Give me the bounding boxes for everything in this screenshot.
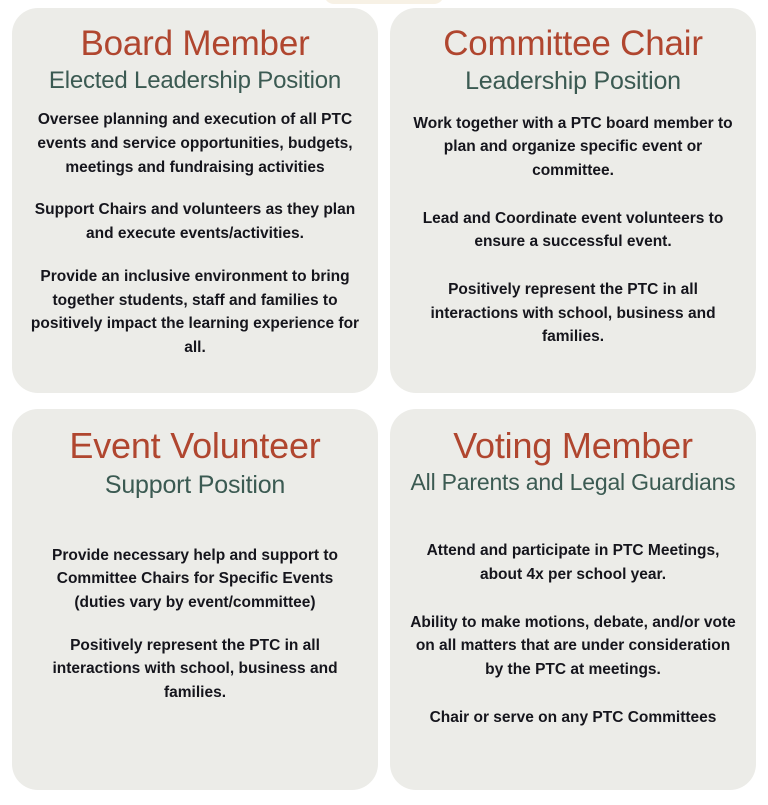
card-paragraph: Ability to make motions, debate, and/or vote on all matters that are under consideration by the PTC at meetings. bbox=[410, 613, 736, 679]
card-paragraph: Provide an inclusive environment to bring together students, staff and families to positively impact the learning experience for all. bbox=[30, 267, 360, 356]
card-body bbox=[406, 112, 740, 374]
card-paragraph: Lead and Coordinate event volunteers to ensure a successful event. bbox=[422, 209, 724, 251]
card-subtitle: Elected Leadership Position bbox=[48, 66, 342, 94]
card-subtitle: Leadership Position bbox=[465, 66, 681, 95]
card-title: Board Member bbox=[80, 24, 310, 63]
top-decorative-sliver bbox=[324, 0, 444, 4]
role-card-voting-member bbox=[390, 409, 756, 790]
card-paragraph: Oversee planning and execution of all PTC events and service opportunities, budgets, meetings and fundraising activities bbox=[37, 111, 353, 176]
card-paragraph: Attend and participate in PTC Meetings, about 4x per school year. bbox=[426, 542, 720, 583]
card-title: Committee Chair bbox=[443, 24, 703, 63]
card-subtitle: Support Position bbox=[104, 470, 286, 499]
role-card-board-member bbox=[12, 8, 378, 393]
card-paragraph: Chair or serve on any PTC Committees bbox=[429, 708, 717, 726]
card-title: Event Volunteer bbox=[69, 425, 321, 466]
card-body bbox=[406, 539, 740, 753]
card-paragraph: Support Chairs and volunteers as they plan and execute events/activities. bbox=[34, 201, 356, 243]
role-card-grid bbox=[12, 8, 756, 790]
card-subtitle: All Parents and Legal Guardians bbox=[410, 468, 736, 495]
card-paragraph: Positively represent the PTC in all interactions with school, business and families. bbox=[52, 636, 338, 702]
card-title: Voting Member bbox=[453, 425, 693, 466]
card-paragraph: Provide necessary help and support to Committee Chairs for Specific Events (duties vary by event/committee) bbox=[52, 546, 338, 611]
card-paragraph: Positively represent the PTC in all interactions with school, business and families. bbox=[430, 281, 716, 346]
card-paragraph: Work together with a PTC board member to plan and organize specific event or committee. bbox=[413, 114, 733, 179]
card-body bbox=[28, 108, 362, 359]
card-body bbox=[28, 544, 362, 705]
role-card-committee-chair bbox=[390, 8, 756, 393]
role-card-event-volunteer bbox=[12, 409, 378, 790]
